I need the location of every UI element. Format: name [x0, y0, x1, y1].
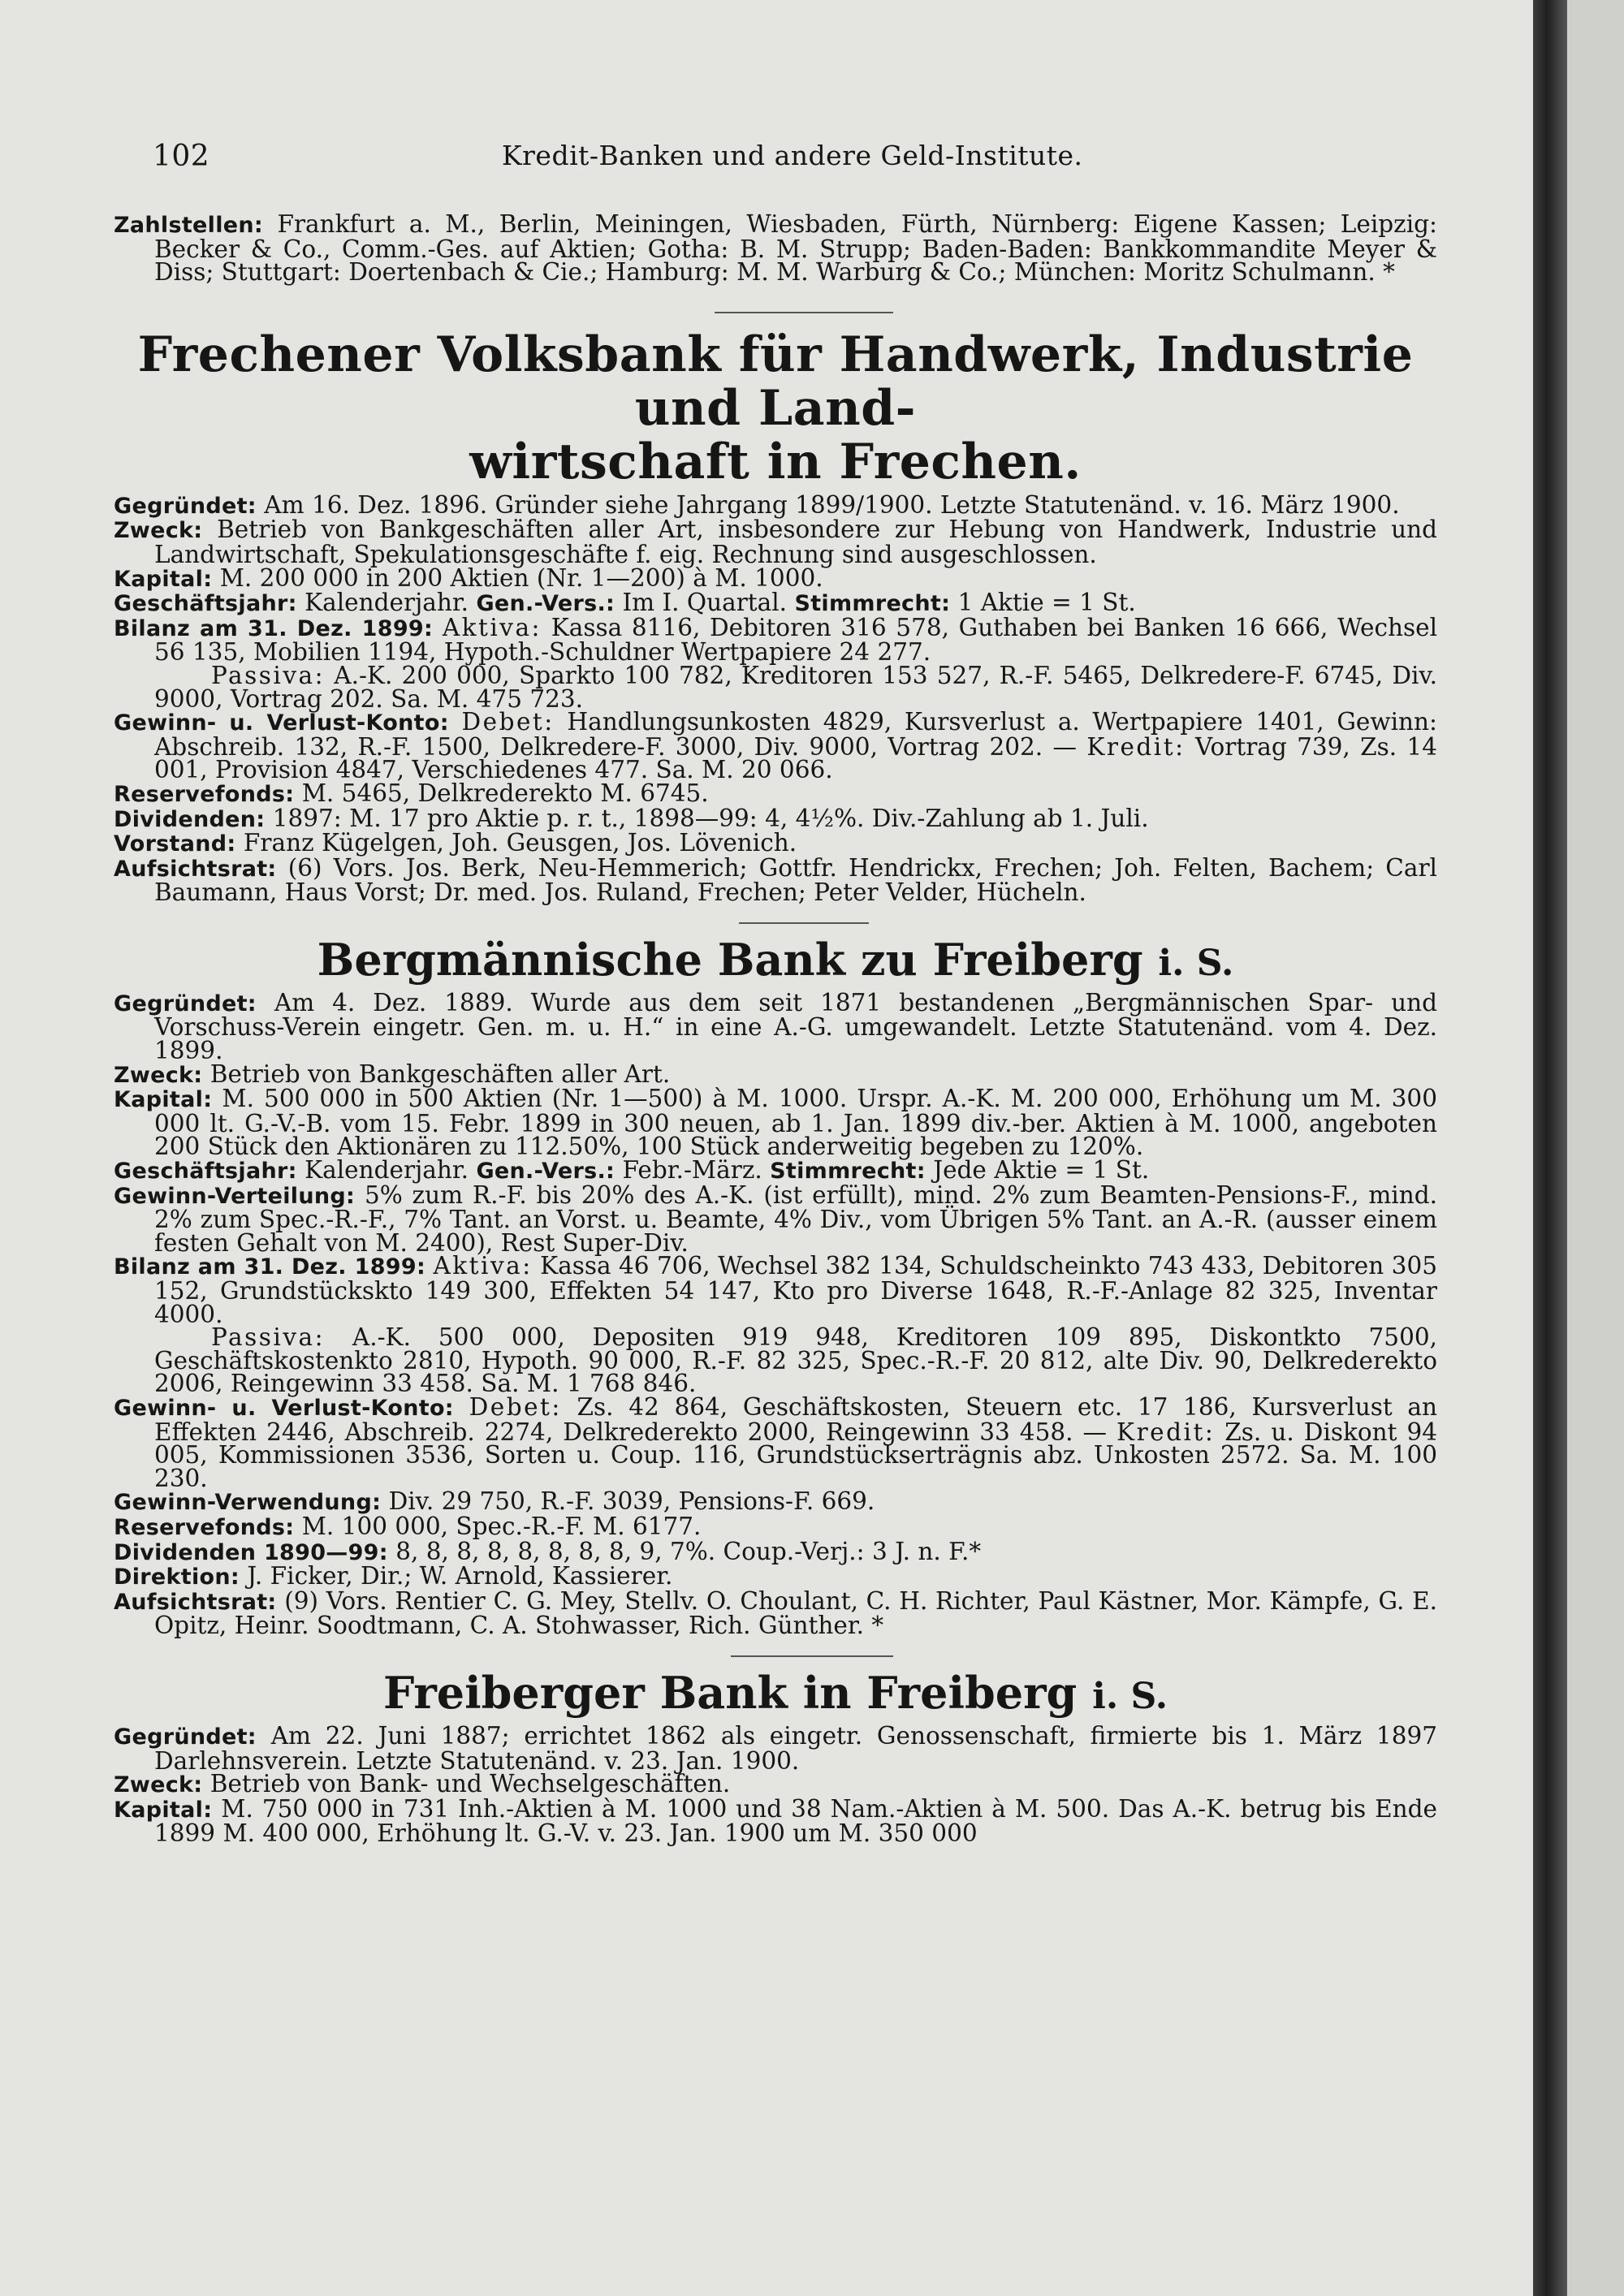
frechen-passiva: Passiva: A.-K. 200 000, Sparkto 100 782, Kreditoren 153 527, R.-F. 5465, Delkredere-F. 6745, Div. 9000, Vortrag 202. Sa. M. 475 723.: [154, 661, 1437, 713]
bergm-direktion: Direktion: J. Ficker, Dir.; W. Arnold, Kassierer.: [114, 1562, 673, 1590]
page-edge: [1567, 0, 1624, 2296]
freiberger-kapital: Kapital: M. 750 000 in 731 Inh.-Aktien à M. 1000 und 38 Nam.-Aktien à M. 500. Das A.-K. betrug bis Ende 1899 M. 400 000, Erhöhung lt. G.-V. v. 23. Jan. 1900 um M. 350 000: [114, 1794, 1437, 1848]
freiberger-gegruendet: Gegründet: Am 22. Juni 1887; errichtet 1862 als eingetr. Genossenschaft, firmierte bis 1. März 1897 Darlehnsverein. Letzte Statutenänd. v. 23. Jan. 1900.: [114, 1721, 1437, 1775]
bergm-bilanz: Bilanz am 31. Dez. 1899: Aktiva: Kassa 46 706, Wechsel 382 134, Schuldscheinkto 743 433, Debitoren 305 152, Grundstückskto 149 300, Effekten 54 147, Kto pro Diverse 1648, R.-F.-Anlage 82 325, Inventar 4000.: [114, 1252, 1437, 1328]
frechen-kapital: Kapital: M. 200 000 in 200 Aktien (Nr. 1—200) à M. 1000.: [114, 563, 823, 592]
bergm-guv: Gewinn- u. Verlust-Konto: Debet: Zs. 42 864, Geschäftskosten, Steuern etc. 17 186, Kursverlust an Effekten 2446, Abschreib. 2274, Delkrederekto 2000, Reingewinn 33 458. — Kredit: Zs. u. Diskont 94 005, Kommissionen 3536, Sorten u. Coup. 116, Grundstückserträgnis abz. Unkosten 2572. Sa. M. 100 230.: [114, 1392, 1438, 1492]
frechen-gegruendet: Gegründet: Am 16. Dez. 1896. Gründer siehe Jahrgang 1899/1900. Letzte Statutenänd. v. 16. März 1900.: [114, 490, 1400, 519]
page-content: [114, 210, 1438, 1848]
bergm-aufsichtsrat: Aufsichtsrat: (9) Vors. Rentier C. G. Mey, Stellv. O. Choulant, C. H. Richter, Paul Kästner, Mor. Kämpfe, G. E. Opitz, Heinr. Soodtmann, C. A. Stohwasser, Rich. Günther. *: [114, 1586, 1437, 1640]
bank-title-frechen: Frechener Volksbank für Handwerk, Industrie und Land- wirtschaft in Frechen.: [137, 326, 1414, 490]
bergm-dividenden: Dividenden 1890—99: 8, 8, 8, 8, 8, 8, 8, 8, 9, 7%. Coup.-Verj.: 3 J. n. F.*: [114, 1537, 982, 1565]
bergm-kapital: Kapital: M. 500 000 in 500 Aktien (Nr. 1—500) à M. 1000. Urspr. A.-K. M. 200 000, Erhöhung um M. 300 000 lt. G.-V.-B. vom 15. Febr. 1899 in 300 neuen, ab 1. Jan. 1899 div.-ber. Aktien à M. 1000, angeboten 200 Stück den Aktionären zu 112.50%, 100 Stück anderweitig begeben zu 120%.: [114, 1085, 1437, 1161]
frechen-geschaeftsjahr: Geschäftsjahr: Kalenderjahr. Gen.-Vers.: Im I. Quartal. Stimmrecht: 1 Aktie = 1 St.: [114, 589, 1136, 617]
bergm-gewinnverteilung: Gewinn-Verteilung: 5% zum R.-F. bis 20% des A.-K. (ist erfüllt), mind. 2% zum Beamten-Pensions-F., mind. 2% zum Spec.-R.-F., 7% Tant. an Vorst. u. Beamte, 4% Div., vom Übrigen 5% Tant. an A.-R. (ausser einem festen Gehalt von M. 2400), Rest Super-Div.: [114, 1180, 1437, 1257]
bergm-geschaeftsjahr: Geschäftsjahr: Kalenderjahr. Gen.-Vers.: Febr.-März. Stimmrecht: Jede Aktie = 1 St.: [114, 1156, 1150, 1185]
bergm-zweck: Zweck: Betrieb von Bankgeschäften aller Art.: [114, 1060, 671, 1088]
frechen-dividenden: Dividenden: 1897: M. 17 pro Aktie p. r. t., 1898—99: 4, 4½%. Div.-Zahlung ab 1. Juli.: [114, 804, 1149, 832]
bergm-gewinnverwendung: Gewinn-Verwendung: Div. 29 750, R.-F. 3039, Pensions-F. 669.: [114, 1487, 875, 1516]
freiberger-zweck: Zweck: Betrieb von Bank- und Wechselgeschäften.: [114, 1770, 731, 1798]
running-title: Kredit-Banken und andere Geld-Institute.: [502, 140, 1083, 171]
bank-title-freiberger: Freiberger Bank in Freiberg i. S.: [382, 1666, 1168, 1719]
frechen-reservefonds: Reservefonds: M. 5465, Delkrederekto M. 6745.: [114, 779, 709, 807]
page-number: 102: [153, 140, 210, 173]
book-spine-shadow: [1533, 0, 1567, 2296]
entry-label: Zahlstellen:: [114, 213, 264, 238]
bergm-gegruendet: Gegründet: Am 4. Dez. 1889. Wurde aus dem seit 1871 bestandenen „Bergmännischen Spar- und Vorschuss-Verein eingetr. Gen. m. u. H.“ in eine A.-G. umgewandelt. Letzte Statutenänd. vom 4. Dez. 1899.: [114, 988, 1437, 1065]
frechen-zweck: Zweck: Betrieb von Bankgeschäften aller Art, insbesondere zur Hebung von Handwerk, Industrie und Landwirtschaft, Spekulationsgeschäfte f. eig. Rechnung sind ausgeschlossen.: [114, 516, 1437, 568]
bergm-reservefonds: Reservefonds: M. 100 000, Spec.-R.-F. M. 6177.: [114, 1512, 702, 1540]
frechen-vorstand: Vorstand: Franz Kügelgen, Joh. Geusgen, Jos. Lövenich.: [114, 829, 797, 857]
frechen-bilanz: Bilanz am 31. Dez. 1899: Aktiva: Kassa 8116, Debitoren 316 578, Guthaben bei Banken 16 666, Wechsel 56 135, Mobilien 1194, Hypoth.-Schuldner Wertpapiere 24 277.: [114, 613, 1437, 667]
bank-title-bergmaennische: Bergmännische Bank zu Freiberg i. S.: [317, 933, 1234, 986]
bergm-passiva: Passiva: A.-K. 500 000, Depositen 919 948, Kreditoren 109 895, Diskontkto 7500, Geschäftskostenkto 2810, Hypoth. 90 000, R.-F. 82 325, Spec.-R.-F. 20 812, alte Div. 90, Delkrederekto 2006, Reingewinn 33 458. Sa. M. 1 768 846.: [154, 1323, 1437, 1398]
zahlstellen-entry: [114, 210, 1437, 287]
frechen-aufsichtsrat: Aufsichtsrat: (6) Vors. Jos. Berk, Neu-Hemmerich; Gottfr. Hendrickx, Frechen; Joh. Felten, Bachem; Carl Baumann, Haus Vorst; Dr. med. Jos. Ruland, Frechen; Peter Velder, Hücheln.: [114, 853, 1437, 907]
frechen-guv: Gewinn- u. Verlust-Konto: Debet: Handlungsunkosten 4829, Kursverlust a. Wertpapiere 1401, Gewinn: Abschreib. 132, R.-F. 1500, Delkredere-F. 3000, Div. 9000, Vortrag 202. — Kredit: Vortrag 739, Zs. 14 001, Provision 4847, Verschiedenes 477. Sa. M. 20 066.: [114, 708, 1437, 784]
entry-text: Frankfurt a. M., Berlin, Meiningen, Wiesbaden, Fürth, Nürnberg: Eigene Kassen; Leipzig: Becker & Co., Comm.-Ges. auf Aktien; Gotha: B. M. Strupp; Baden-Baden: Bankkommandite Meyer & Diss; Stuttgart: Doertenbach & Cie.; Hamburg: M. M. Warburg & Co.; München: Moritz Schulmann. *: [154, 210, 1437, 287]
